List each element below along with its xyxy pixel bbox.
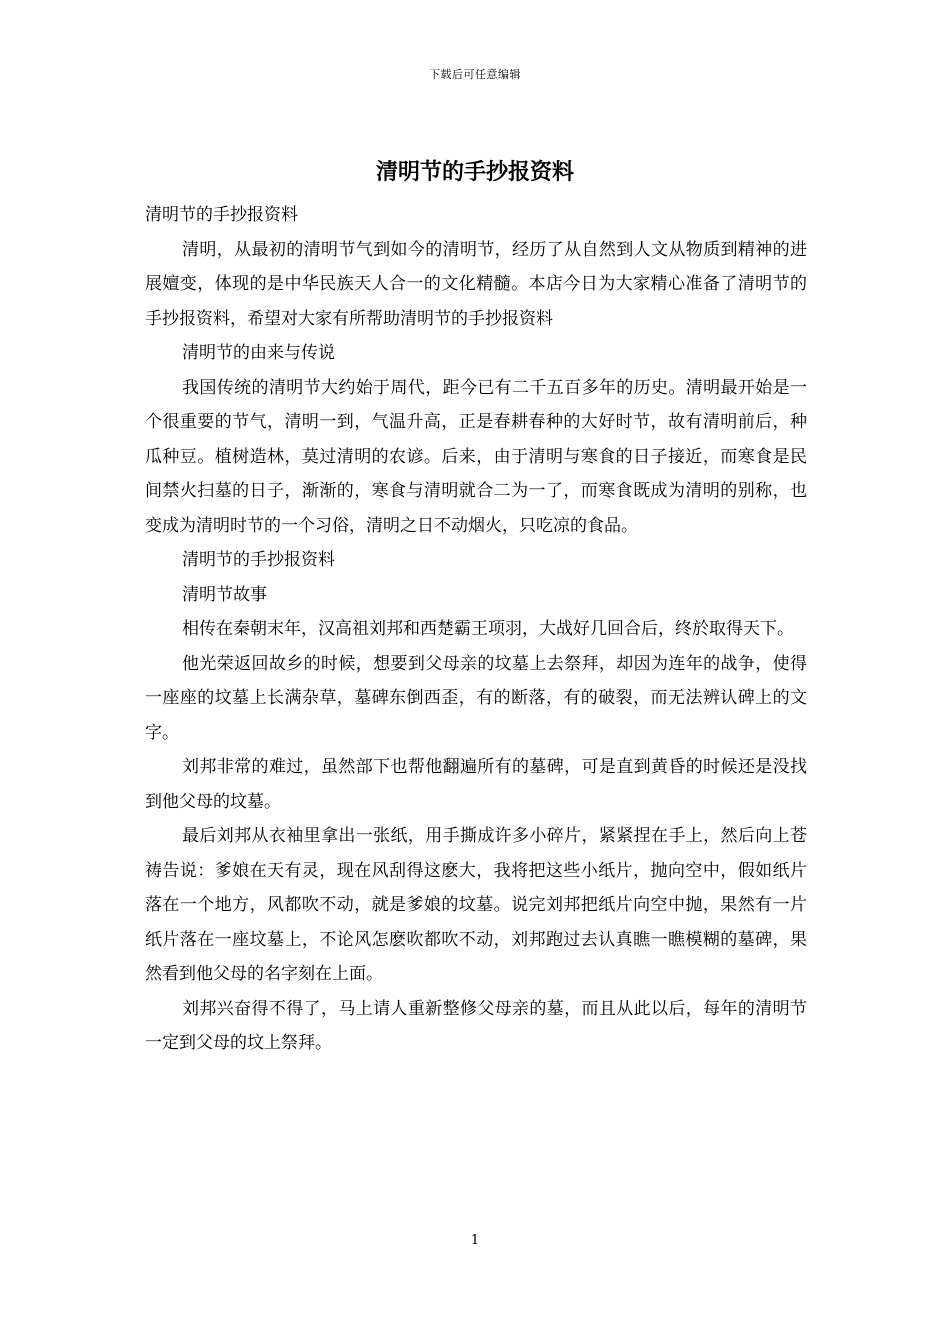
story-paragraph: 他光荣返回故乡的时候，想要到父母亲的坟墓上去祭拜，却因为连年的战争，使得一座座的坟墓上长满杂草，墓碑东倒西歪，有的断落，有的破裂，而无法辨认碑上的文字。 xyxy=(145,653,807,743)
history-paragraph: 我国传统的清明节大约始于周代，距今已有二千五百多年的历史。清明最开始是一个很重要的节气，清明一到，气温升高，正是春耕春种的大好时节，故有清明前后，种瓜种豆。植树造林，莫过清明的农谚。后来，由于清明与寒食的日子接近，而寒食是民间禁火扫墓的日子，渐渐的，寒食与清明就合二为一了，而寒食既成为清明的别称，也变成为清明时节的一个习俗，清明之日不动烟火，只吃凉的食品。 xyxy=(145,377,807,536)
intro-paragraph: 清明，从最初的清明节气到如今的清明节，经历了从自然到人文从物质到精神的进展嬗变，体现的是中华民族天人合一的文化精髓。本店今日为大家精心准备了清明节的手抄报资料，希望对大家有所帮助清明节的手抄报资料 xyxy=(145,239,807,329)
section-heading-materials: 清明节的手抄报资料 xyxy=(182,550,335,570)
story-paragraph: 最后刘邦从衣袖里拿出一张纸，用手撕成许多小碎片，紧紧捏在手上，然后向上苍祷告说：爹娘在天有灵，现在风刮得这麽大，我将把这些小纸片，抛向空中，假如纸片落在一个地方，风都吹不动，就是爹娘的坟墓。说完刘邦把纸片向空中抛，果然有一片纸片落在一座坟墓上，不论风怎麽吹都吹不动，刘邦跑过去认真瞧一瞧模糊的墓碑，果然看到他父母的名字刻在上面。 xyxy=(145,826,807,984)
story-paragraph: 刘邦兴奋得不得了，马上请人重新整修父母亲的墓，而且从此以后，每年的清明节一定到父母的坟上祭拜。 xyxy=(145,998,807,1053)
document-title: 清明节的手抄报资料 xyxy=(375,159,574,185)
page-number: 1 xyxy=(470,1233,480,1248)
header-note: 下载后可任意编辑 xyxy=(429,68,521,81)
story-paragraph: 相传在秦朝末年，汉高祖刘邦和西楚霸王项羽，大战好几回合后，终於取得天下。 xyxy=(182,619,794,639)
story-paragraph: 刘邦非常的难过，虽然部下也帮他翻遍所有的墓碑，可是直到黄昏的时候还是没找到他父母的坟墓。 xyxy=(145,757,807,812)
document-body xyxy=(145,198,807,1061)
subtitle-paragraph: 清明节的手抄报资料 xyxy=(145,205,298,225)
section-heading-origin: 清明节的由来与传说 xyxy=(182,343,335,363)
section-heading-story: 清明节故事 xyxy=(182,584,267,605)
